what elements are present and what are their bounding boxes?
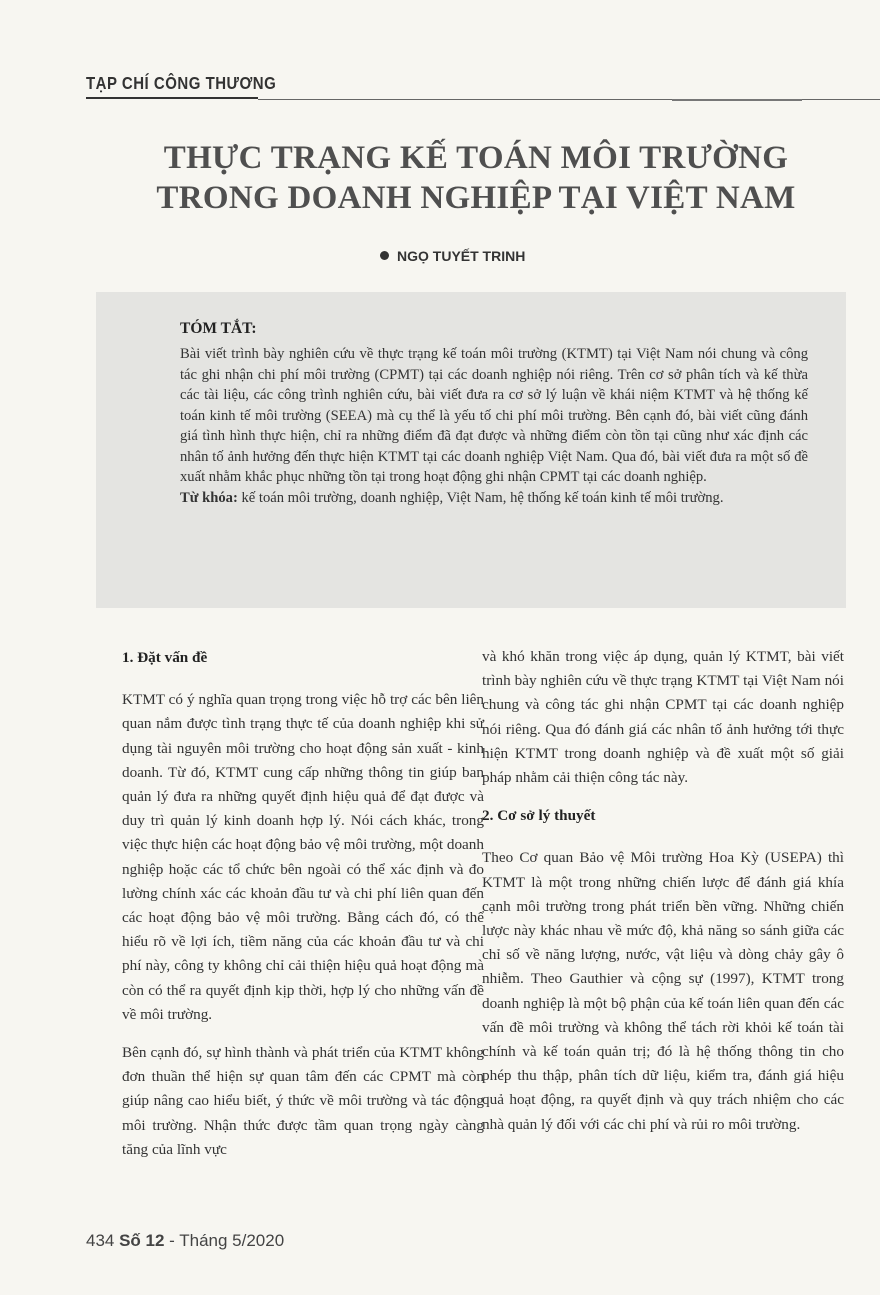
section-1-paragraph-2: Bên cạnh đó, sự hình thành và phát triển của KTMT không đơn thuần thể hiện sự quan tâm đến các CPMT mà còn giúp nâng cao hiểu biết, ý thức về môi trường và tác động môi trường. Nhận thức được tầm quan trọng ngày càng tăng của lĩnh vực xyxy=(122,1044,484,1158)
header-rule-thick xyxy=(86,97,258,99)
author-name: NGỌ TUYẾT TRINH xyxy=(397,248,526,264)
keywords-line xyxy=(180,488,808,509)
abstract-text: Bài viết trình bày nghiên cứu về thực trạng kế toán môi trường (KTMT) tại Việt Nam nói chung và công tác ghi nhận chi phí môi trường (CPMT) tại các doanh nghiệp nói riêng. Trên cơ sở phân tích và kế thừa các tài liệu, các công trình nghiên cứu, bài viết đưa ra cơ sở lý luận về khái niệm KTMT và hệ thống kế toán kinh tế môi trường (SEEA) mà cụ thể là yếu tố chi phí môi trường. Bên cạnh đó, bài viết cũng đánh giá tình hình thực hiện, chỉ ra những điểm đã đạt được và những điểm còn tồn tại cũng như xác định các nhân tố ảnh hưởng đến thực hiện KTMT tại các doanh nghiệp Việt Nam. Qua đó, bài viết đưa ra một số đề xuất nhằm khắc phục những tồn tại trong hoạt động ghi nhận CPMT tại các doanh nghiệp. xyxy=(180,346,808,485)
title-line-1: THỰC TRẠNG KẾ TOÁN MÔI TRƯỜNG xyxy=(163,140,789,176)
page-footer xyxy=(86,1231,284,1251)
abstract-heading: TÓM TẮT: xyxy=(180,320,257,337)
keywords-label: Từ khóa: xyxy=(180,489,238,506)
page-number: 434 xyxy=(86,1231,120,1250)
bullet-icon xyxy=(380,251,389,260)
section-1-heading: 1. Đặt vấn đề xyxy=(122,649,208,666)
header-rule-accent xyxy=(672,99,802,101)
title-line-2: TRONG DOANH NGHIỆP TẠI VIỆT NAM xyxy=(156,180,796,216)
abstract-box xyxy=(96,292,846,608)
section-2-paragraph-1: Theo Cơ quan Bảo vệ Môi trường Hoa Kỳ (USEPA) thì KTMT là một trong những chiến lược để đánh giá khía cạnh môi trường trong phát triển bền vững. Những chiến lược này khác nhau về mức độ, khả năng so sánh giữa các chỉ số về năng lượng, nước, vật liệu và dòng chảy gây ô nhiễm. Theo Gauthier và cộng sự (1997), KTMT trong doanh nghiệp là một bộ phận của kế toán liên quan đến các vấn đề môi trường và không thể tách rời khỏi kế toán tài chính và kế toán quản trị; đó là hệ thống thông tin cho phép thu thập, phân tích dữ liệu, kiểm tra, đánh giá hiệu quả hoạt động, ra quyết định và quy trách nhiệm cho các nhà quản lý đối với các chi phí và rủi ro môi trường. xyxy=(482,849,844,1133)
keywords-text: kế toán môi trường, doanh nghiệp, Việt Nam, hệ thống kế toán kinh tế môi trường. xyxy=(237,489,724,506)
issue-number: Số 12 xyxy=(119,1231,165,1250)
column-right xyxy=(482,645,844,1151)
section-1-paragraph-3: và khó khăn trong việc áp dụng, quản lý KTMT, bài viết trình bày nghiên cứu về thực trạng KTMT tại Việt Nam nói chung và công tác ghi nhận CPMT tại các doanh nghiệp nói riêng. Qua đó đánh giá các nhân tố ảnh hưởng tới thực hiện KTMT trong doanh nghiệp và đề xuất một số giải pháp nhằm cải thiện công tác này. xyxy=(482,648,844,787)
abstract-body xyxy=(180,344,808,508)
article-title xyxy=(86,138,866,218)
journal-name: TẠP CHÍ CÔNG THƯƠNG xyxy=(86,74,277,94)
section-1-paragraph-1: KTMT có ý nghĩa quan trọng trong việc hỗ trợ các bên liên quan nắm được tình trạng thực tế của doanh nghiệp khi sử dụng tài nguyên môi trường cho hoạt động sản xuất - kinh doanh. Từ đó, KTMT cung cấp những thông tin giúp ban quản lý đưa ra những quyết định hiệu quả để đạt được và duy trì quản lý kinh doanh hợp lý. Nói cách khác, trong việc thực hiện các hoạt động bảo vệ môi trường, một doanh nghiệp hoặc các tổ chức bên ngoài có thể xác định và đo lường chính xác các khoản đầu tư và chi phí liên quan đến các hoạt động bảo vệ môi trường. Bằng cách đó, có thể hiểu rõ về lợi ích, tiềm năng của các khoản đầu tư và chi phí này, công ty không chỉ cải thiện hiệu quả hoạt động mà còn có thể ra quyết định kịp thời, hợp lý cho những vấn đề về môi trường. xyxy=(122,691,484,1023)
column-left xyxy=(122,646,484,1176)
author-line xyxy=(380,248,525,264)
section-2-heading: 2. Cơ sở lý thuyết xyxy=(482,807,596,825)
issue-date: - Tháng 5/2020 xyxy=(164,1231,285,1250)
